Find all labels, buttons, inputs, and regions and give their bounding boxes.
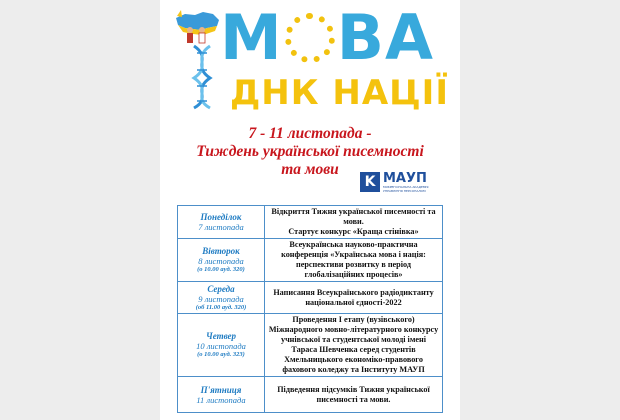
day-date: 7 листопада [198, 222, 244, 232]
schedule-row [178, 377, 443, 413]
event-line: Стартує конкурс «Краща стінівка» [288, 227, 419, 236]
logo-wordmark [220, 2, 440, 74]
schedule-row [178, 206, 443, 239]
schedule-row [178, 314, 443, 377]
day-date: 10 листопада [196, 341, 246, 351]
schedule-table [177, 205, 443, 413]
dotted-ring-icon [285, 13, 335, 63]
day-name: Середа [207, 283, 235, 294]
event-title-line-2: Тиждень української писемності [196, 143, 424, 160]
day-time: (о 10.00 ауд. 320) [197, 266, 245, 273]
institution-name: МАУП [383, 170, 427, 186]
day-name: Понеділок [200, 212, 242, 222]
ukraine-map-illustration [173, 8, 221, 46]
institution-logo [360, 170, 450, 194]
event-cell [265, 239, 443, 282]
logo-subtitle: ДНК НАЦІЇ [230, 73, 449, 113]
day-cell [178, 282, 265, 314]
event-line: Всеукраїнська науково-практична конференція «Українська мова і нація: перспективи розвитку в період глобалізаційних процесів» [281, 240, 426, 279]
schedule-row [178, 239, 443, 282]
day-cell [178, 377, 265, 413]
event-line: Проведення І етапу (вузівського) Міжнародного мовно-літературного конкурсу учнівської та студентської молоді імені Тараса Шевченка серед студентів Хмельницького економіко-правового фахового коледжу та Інституту МАУП [268, 315, 439, 374]
day-cell [178, 206, 265, 239]
day-time: (об 11.00 ауд. 320) [195, 303, 247, 311]
event-cell [265, 206, 443, 239]
day-name: П'ятниця [200, 384, 242, 395]
day-date: 8 листопада [198, 256, 244, 266]
institution-subtitle: МІЖРЕГІОНАЛЬНА АКАДЕМІЯ УПРАВЛІННЯ ПЕРСОНАЛОМ [383, 184, 429, 193]
day-name: Вівторок [202, 246, 240, 256]
event-cell [265, 314, 443, 377]
event-title-line-1: 7 - 11 листопада - [248, 125, 372, 142]
poster-page [160, 0, 460, 420]
logo-letters-end: ВА [336, 1, 434, 74]
day-name: Четвер [205, 331, 236, 341]
event-cell [265, 377, 443, 413]
day-date: 9 листопада [198, 293, 244, 304]
schedule-row [178, 282, 443, 314]
event-line: Написання Всеукраїнського радіодиктанту національної єдності-2022 [273, 287, 434, 307]
event-cell [265, 282, 443, 314]
day-cell [178, 314, 265, 377]
dna-helix-icon [188, 44, 216, 110]
logo-letters-start: М [220, 1, 283, 74]
event-line: Відкриття Тижня української писемності та мови. [271, 207, 436, 226]
event-line: Підведення підсумків Тижня української писемності та мови. [277, 384, 430, 404]
event-title-line-3: та мови [281, 161, 339, 178]
day-time: (о 10.00 ауд. 323) [197, 351, 245, 358]
day-date: 11 листопада [196, 394, 246, 405]
maup-emblem-icon: K [360, 172, 380, 192]
day-cell [178, 239, 265, 282]
